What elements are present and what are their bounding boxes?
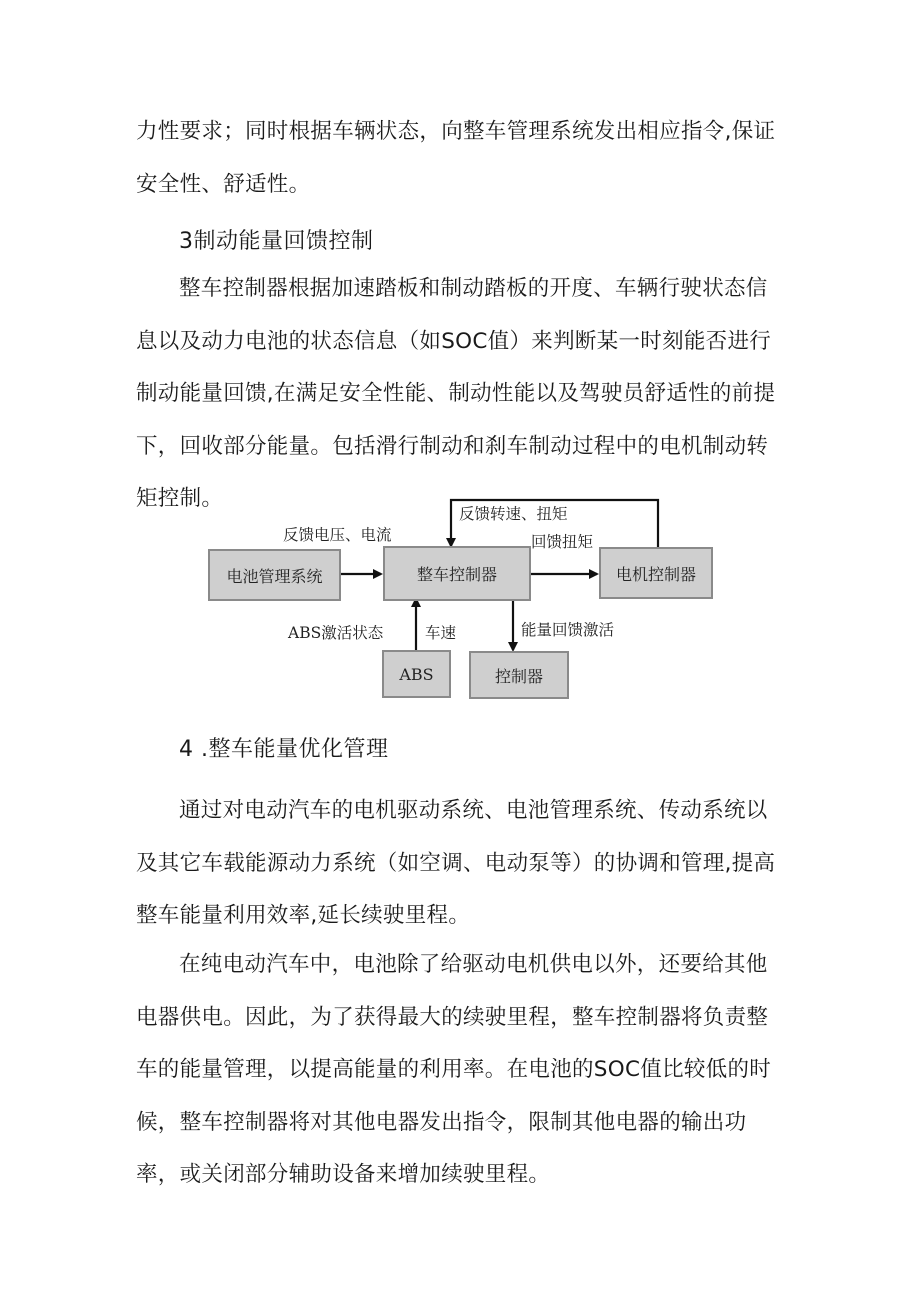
box-controller: 控制器 <box>469 651 569 699</box>
box-motor-controller: 电机控制器 <box>599 547 713 599</box>
label-regen-activate: 能量回馈激活 <box>521 621 615 639</box>
box-battery-management: 电池管理系统 <box>208 549 341 601</box>
label-abs-state: ABS激活状态 <box>288 624 384 642</box>
label-feedback-speed-torque: 反馈转速、扭矩 <box>459 505 568 523</box>
regen-control-diagram <box>205 490 717 702</box>
paragraph-pure-ev: 在纯电动汽车中，电池除了给驱动电机供电以外，还要给其他电器供电。因此，为了获得最大的续驶里程，整车控制器将负责整车的能量管理，以提高能量的利用率。在电池的SOC值比较低的时候，整车控制器将对其他电器发出指令，限制其他电器的输出功率，或关闭部分辅助设备来增加续驶里程。 <box>136 952 772 1188</box>
box-abs: ABS <box>382 650 451 698</box>
paragraph-regen-control: 整车控制器根据加速踏板和制动踏板的开度、车辆行驶状态信息以及动力电池的状态信息（如SOC值）来判断某一时刻能否进行制动能量回馈,在满足安全性能、制动性能以及驾驶员舒适性的前提下，回收部分能量。包括滑行制动和刹车制动过程中的电机制动转矩控制。 <box>136 276 776 512</box>
label-vehicle-speed: 车速 <box>425 624 457 642</box>
label-feedback-voltage-current: 反馈电压、电流 <box>283 526 392 544</box>
paragraph-energy-management: 通过对电动汽车的电机驱动系统、电池管理系统、传动系统以及其它车载能源动力系统（如空调、电动泵等）的协调和管理,提高整车能量利用效率,延长续驶里程。 <box>136 798 776 929</box>
section-heading-3: 3制动能量回馈控制 <box>179 229 374 254</box>
box-vehicle-controller: 整车控制器 <box>383 546 531 601</box>
label-regen-torque: 回馈扭矩 <box>531 533 594 551</box>
paragraph-continuation: 力性要求；同时根据车辆状态，向整车管理系统发出相应指令,保证安全性、舒适性。 <box>136 119 776 197</box>
section-heading-4: 4 .整车能量优化管理 <box>179 737 389 762</box>
